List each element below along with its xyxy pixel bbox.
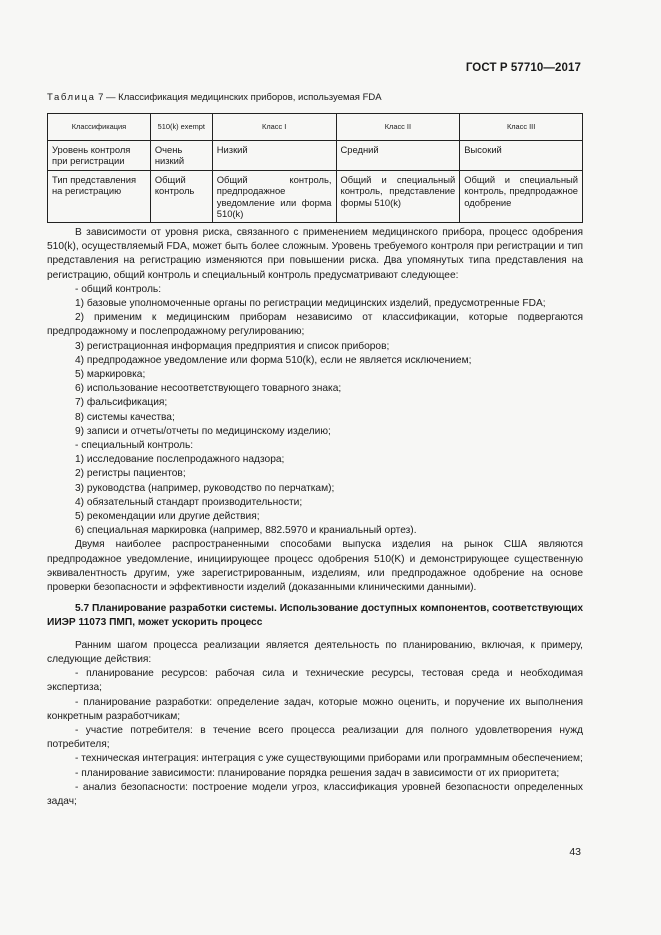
list-item: 1) исследование послепродажного надзора;: [75, 454, 285, 466]
list-item: 6) специальная маркировка (например, 882.5970 и краниальный ортез).: [75, 525, 417, 537]
list-item: - общий контроль:: [75, 283, 162, 295]
list-item: - участие потребителя: в течение всего процесса реализации для полного удовлетворения нужд потребителя;: [47, 724, 583, 751]
paragraph: Ранним шагом процесса реализации является деятельность по планированию, включая, к примеру, следующие действия:: [47, 639, 583, 665]
table-caption-text: 7 — Классификация медицинских приборов, используемая FDA: [95, 92, 382, 103]
table-caption: [47, 92, 382, 103]
list-item: - планирование разработки: определение задач, которые можно оценить, и поручение их выполнения конкретным разработчикам;: [47, 696, 583, 722]
table-header-cell: 510(k) exempt: [150, 114, 212, 141]
list-item: - планирование ресурсов: рабочая сила и технические ресурсы, тестовая среда и необходимая экспертиза;: [47, 668, 583, 694]
table-header-cell: Класс III: [460, 114, 583, 141]
table-cell: Высокий: [460, 141, 583, 171]
list-item: 9) записи и отчеты/отчеты по медицинскому изделию;: [75, 425, 331, 437]
list-item: 2) регистры пациентов;: [75, 468, 186, 480]
table-row: [48, 170, 583, 223]
list-item: 1) базовые уполномоченные органы по регистрации медицинских изделий, предусмотренные FDA;: [75, 298, 546, 310]
list-item: 3) регистрационная информация предприятия и список приборов;: [75, 340, 390, 352]
list-item: 2) применим к медицинским приборам независимо от классификации, которые подвергаются предпродажному и послепродажному регулированию;: [47, 312, 583, 338]
table-cell: Общий контроль: [150, 170, 212, 223]
table-cell: Низкий: [212, 141, 336, 171]
table-header-cell: Класс II: [336, 114, 460, 141]
list-item: - анализ безопасности: построение модели угроз, классификация уровней безопасности определенных задач;: [47, 781, 583, 807]
body-text: [47, 226, 583, 809]
page-number: 43: [569, 846, 581, 858]
table-header-cell: Класс I: [212, 114, 336, 141]
table-cell: Очень низкий: [150, 141, 212, 171]
table-header-row: [48, 114, 583, 141]
list-item: 4) предпродажное уведомление или форма 510(k), если не является исключением;: [75, 354, 472, 366]
list-item: 8) системы качества;: [75, 411, 175, 423]
table-cell: Тип представления на регистрацию: [48, 170, 151, 223]
classification-table: [47, 113, 583, 223]
table-caption-prefix: Таблица: [47, 92, 96, 103]
list-item: - специальный контроль:: [75, 440, 194, 452]
paragraph: В зависимости от уровня риска, связанного с применением медицинского прибора, процесс одобрения 510(k), осуществляемый FDA, может быть более сложным. Уровень требуемого контроля при регистрации и тип представления на регистрацию изменяются при повышении риска. Два упомянутых типа представления на регистрацию, общий контроль и специальный контроль предусматривают следующее:: [47, 227, 583, 281]
table-cell: Средний: [336, 141, 460, 171]
list-item: - техническая интеграция: интеграция с уже существующими приборами или программным обеспечением;: [75, 753, 583, 765]
list-item: 4) обязательный стандарт производительности;: [75, 496, 303, 508]
list-item: 7) фальсификация;: [75, 397, 168, 409]
list-item: 5) маркировка;: [75, 369, 146, 381]
table-cell: Уровень контроля при регистрации: [48, 141, 151, 171]
table-row: [48, 141, 583, 171]
table-cell: Общий и специальный контроль, представление формы 510(k): [336, 170, 460, 223]
list-item: - планирование зависимости: планирование порядка решения задач в зависимости от их приоритета;: [75, 767, 560, 779]
list-item: 6) использование несоответствующего товарного знака;: [75, 383, 342, 395]
section-title: 5.7 Планирование разработки системы. Использование доступных компонентов, соответствующих ИИЭР 11073 ПМП, может ускорить процесс: [47, 603, 583, 629]
table-cell: Общий контроль, предпродажное уведомление или форма 510(k): [212, 170, 336, 223]
document-code-header: ГОСТ Р 57710—2017: [465, 62, 581, 74]
table-cell: Общий и специальный контроль, предпродажное одобрение: [460, 170, 583, 223]
paragraph: Двумя наиболее распространенными способами выпуска изделия на рынок США являются предпродажное уведомление, инициирующее процесс одобрения 510(K) и демонстрирующее существенную эквивалентность другим, уже зарегистрированным, изделиям, или предпродажное одобрение на основе проверки безопасности и эффективности изделий (доказанными клиническими данными).: [47, 539, 583, 594]
table-header-cell: Классификация: [48, 114, 151, 141]
list-item: 3) руководства (например, руководство по перчаткам);: [75, 482, 335, 494]
list-item: 5) рекомендации или другие действия;: [75, 511, 260, 523]
